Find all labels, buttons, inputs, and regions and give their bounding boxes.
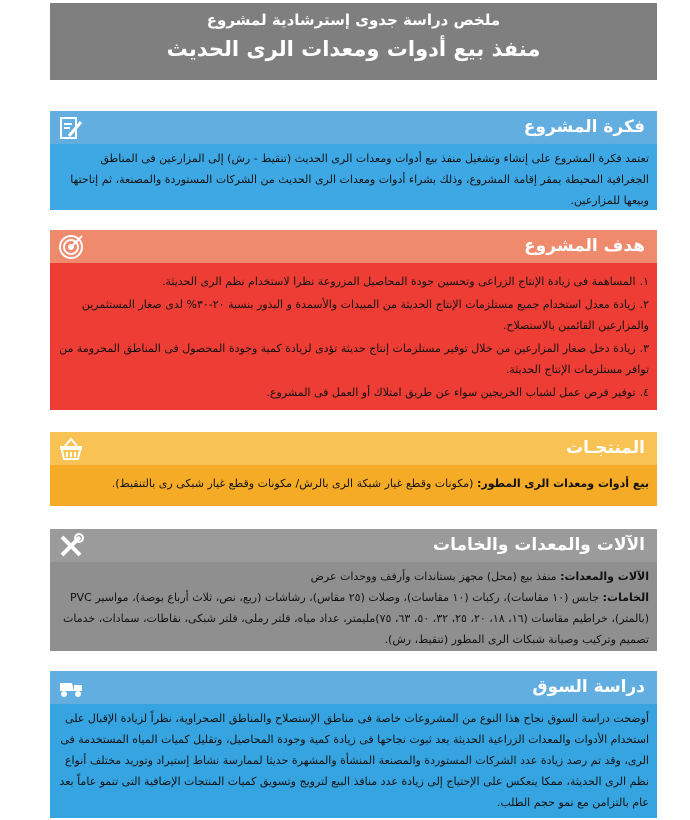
page-header xyxy=(50,3,657,80)
equipment-line xyxy=(58,566,649,587)
section-header xyxy=(50,111,657,144)
equipment-label: الآلات والمعدات: xyxy=(560,570,649,583)
document-pen-icon xyxy=(58,115,84,141)
section-title: المنتجـات xyxy=(565,438,645,458)
basket-icon xyxy=(58,436,84,462)
section-header xyxy=(50,529,657,562)
section-title: فكرة المشروع xyxy=(523,117,645,137)
section-market-study xyxy=(50,671,657,818)
item-number: ٤. xyxy=(639,386,649,399)
section-project-goal xyxy=(50,230,657,410)
products-line xyxy=(58,473,649,494)
section-body xyxy=(50,465,657,506)
section-equipment xyxy=(50,529,657,651)
header-subtitle: ملخص دراسة جدوى إسترشادية لمشروع xyxy=(206,11,501,29)
item-number: ٣. xyxy=(639,342,649,355)
materials-line xyxy=(58,587,649,650)
section-products xyxy=(50,432,657,506)
section-body xyxy=(50,144,657,210)
materials-label: الخامات: xyxy=(602,591,649,604)
idea-text: تعتمد فكرة المشروع على إنشاء وتشغيل منفذ بيع أدوات ومعدات الرى الحديث (تنقيط - رش) إلى المزارعين فى المناطق الجغرافية المحيطة بمقر إقامة المشروع، وذلك بشراء أدوات ومعدات الرى الحديث من الشركات المستوردة والمصنعة، ثم إتاحتها وبيعها للمزارعين. xyxy=(70,152,649,207)
list-item xyxy=(58,294,649,336)
target-icon xyxy=(58,234,84,260)
materials-text: جابس (١٠ مقاسات)، ركبات (١٠ مقاسات)، وصلات (٢٥ مقاس)، رشاشات (ربع، نص، ثلاث أرباع بوصة)، مواسير PVC (بالمتر)، خراطيم مقاسات (١٦، ١٨، ٢٠، ٢٥، ٣٢، ٥٠، ٦٣، ٧٥)مليمتر، عداد مياه، فلتر رملى، فلتر شبكى، نقاطات، سمادات، خدمات تصميم وتركيب وصيانة شبكات الرى المطور (تنقيط، رش). xyxy=(63,591,649,646)
item-number: ١. xyxy=(639,275,649,288)
market-text: أوضحت دراسة السوق نجاح هذا النوع من المشروعات خاصة فى مناطق الإستصلاح والمناطق الصحراوية، نظراً لزيادة الإقبال على استخدام الأدوات والمعدات الزراعية الحديثة بعد ثبوت نجاحها فى زيادة كمية وجودة المحاصيل، وتقليل كميات المياه المستخدمة فى الرى، وقد تم رصد زيادة عدد الشركات المستوردة والمصنعة المنشأة والمشهرة حديثا لممارسة نشاط إستيراد وتوريد مختلف أنواع نظم الرى الحديثة، ممكا ينعكس على الإحتياج إلى زيادة عدد منافذ البيع لترويج وتسويق كميات المنتجات الإضافية التى تنمو عاماً بعد عام بالتزامن مع نمو حجم الطلب. xyxy=(59,712,649,809)
item-text: المساهمة فى زيادة الإنتاج الزراعى وتحسين جودة المحاصيل المزروعة نظرا لاستخدام نظم الرى الحديثة. xyxy=(162,275,636,288)
section-body xyxy=(50,704,657,818)
section-title: هدف المشروع xyxy=(524,236,645,256)
list-item xyxy=(58,271,649,292)
section-body xyxy=(50,263,657,410)
products-text: (مكونات وقطع غيار شبكة الرى بالرش/ مكونات وقطع غيار شبكى رى بالتنقيط). xyxy=(111,477,474,490)
section-header xyxy=(50,432,657,465)
list-item xyxy=(58,338,649,380)
section-project-idea xyxy=(50,111,657,210)
item-number: ٢. xyxy=(639,298,649,311)
list-item xyxy=(58,382,649,403)
item-text: توفير فرص عمل لشباب الخريجين سواء عن طريق امتلاك أو العمل فى المشروع. xyxy=(266,386,636,399)
goal-list xyxy=(58,271,649,403)
products-label: بيع أدوات ومعدات الرى المطور: xyxy=(476,477,649,490)
section-title: دراسة السوق xyxy=(532,677,645,697)
equipment-text: منفذ بيع (محل) مجهز بستاندات وأرفف ووحدات عرض xyxy=(310,570,557,583)
section-header xyxy=(50,230,657,263)
section-body xyxy=(50,562,657,651)
section-header xyxy=(50,671,657,704)
page-title: منفذ بيع أدوات ومعدات الرى الحديث xyxy=(166,37,541,61)
tools-icon xyxy=(58,533,84,559)
item-text: زيادة معدل استخدام جميع مستلزمات الإنتاج الحديثة من المبيدات والأسمدة و البذور بنسبة ٢٠-٣٠% لدى صغار المستثمرين والمزارعين القائمين بالاستصلاح. xyxy=(81,298,649,332)
dump-truck-icon xyxy=(58,675,84,701)
item-text: زيادة دخل صغار المزارعين من خلال توفير مستلزمات إنتاج حديثة تؤدى لزيادة كمية وجودة المحصول فى المناطق المحرومة من توافر مستلزمات الإنتاج الحديثة. xyxy=(59,342,649,376)
section-title: الآلات والمعدات والخامات xyxy=(433,535,645,555)
